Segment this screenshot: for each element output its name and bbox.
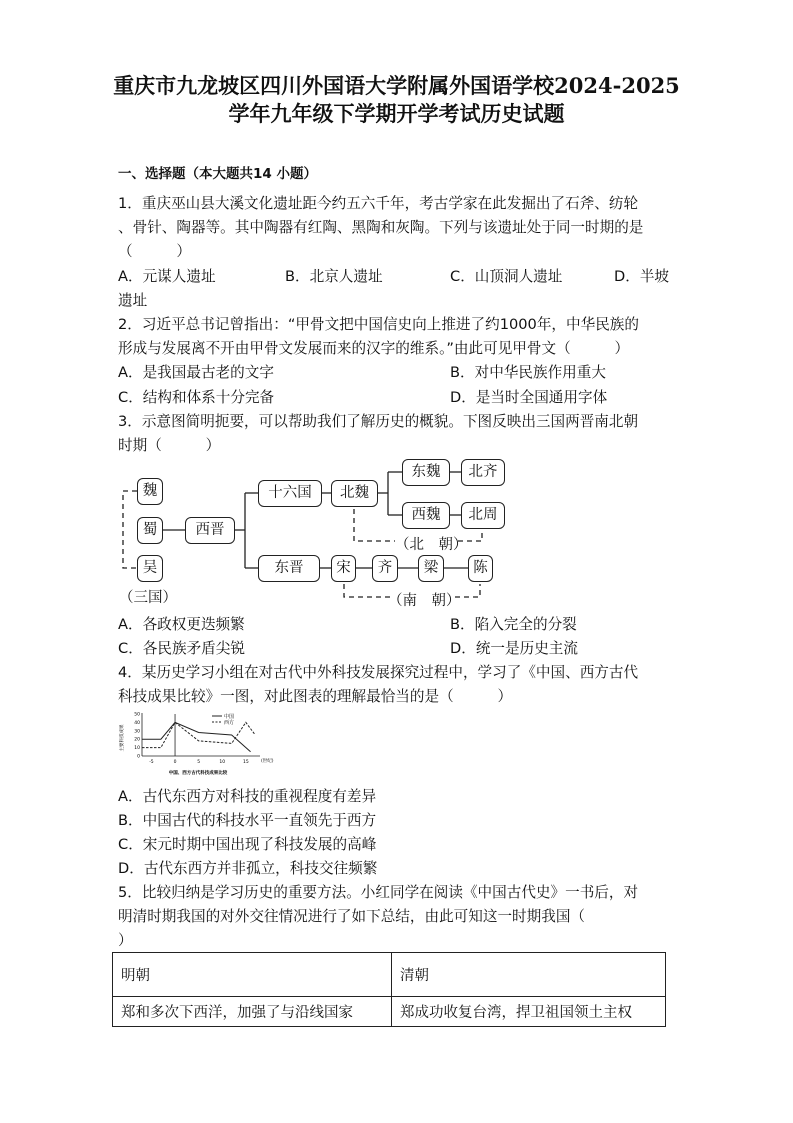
q3-stem-line-2: 时期（ ）: [118, 437, 221, 454]
x-tick-label: 15: [242, 760, 249, 765]
q4-option-a[interactable]: A．古代东西方对科技的重视程度有差异: [118, 788, 377, 805]
q3-option-a[interactable]: A．各政权更迭频繁: [118, 616, 245, 633]
q1-answer-blank: （ ）: [118, 243, 191, 260]
box-xijin: 西晋: [185, 517, 235, 544]
q5-comparison-table: [112, 952, 666, 1027]
q1-option-a[interactable]: A．元谋人遗址: [118, 268, 216, 285]
q3-option-c[interactable]: C．各民族矛盾尖锐: [118, 640, 245, 657]
box-beiqi: 北齐: [461, 459, 505, 486]
box-liang: 梁: [418, 555, 444, 582]
page-title-line-2: 学年九年级下学期开学考试历史试题: [228, 101, 565, 126]
box-wu: 吴: [137, 555, 163, 582]
q1-option-d[interactable]: D．半坡: [614, 268, 670, 285]
table-row: [113, 997, 666, 1027]
q1-stem-line-1: 1．重庆巫山县大溪文化遗址距今约五六千年，考古学家在此发掘出了石斧、纺轮: [118, 195, 639, 212]
science-comparison-chart: [118, 710, 278, 780]
q5-stem-line-1: 5．比较归纳是学习历史的重要方法。小红同学在阅读《中国古代史》一书后，对: [118, 884, 639, 901]
label-beichao: （北 朝）: [395, 537, 468, 553]
q1-option-b[interactable]: B．北京人遗址: [285, 268, 383, 285]
label-nanchao: （南 朝）: [388, 593, 461, 609]
box-chen: 陈: [468, 555, 493, 582]
page-title-line-1: 重庆市九龙坡区四川外国语大学附属外国语学校2024-2025: [113, 73, 680, 98]
q5-stem-line-3: ）: [118, 932, 133, 949]
box-song: 宋: [331, 555, 356, 582]
q2-stem-line-2: 形成与发展离不开由甲骨文发展而来的汉字的维系。”由此可见甲骨文（ ）: [118, 340, 630, 357]
chart-xlabel: (世纪): [261, 759, 274, 764]
y-tick-label: 20: [134, 737, 140, 743]
table-header-row: [113, 953, 666, 997]
q3-stem-line-1: 3．示意图简明扼要，可以帮助我们了解历史的概貌。下图反映出三国两晋南北朝: [118, 413, 639, 430]
x-tick-label: 0: [173, 760, 177, 765]
label-sanguo: （三国）: [119, 590, 177, 606]
box-dongjin: 东晋: [258, 555, 320, 582]
table-header-qing: 清朝: [392, 953, 666, 997]
y-tick-label: 0: [137, 754, 140, 760]
y-tick-label: 40: [134, 720, 140, 726]
chart-ylabel: 主要科技成果: [120, 724, 125, 752]
table-cell-ming: 郑和多次下西洋，加强了与沿线国家: [113, 997, 392, 1027]
box-shiliuguo: 十六国: [258, 480, 322, 507]
box-beizhou: 北周: [461, 502, 505, 529]
legend-label-china: 中国: [224, 714, 235, 720]
x-tick-label: 10: [219, 760, 226, 765]
q4-stem-line-1: 4．某历史学习小组在对古代中外科技发展探究过程中，学习了《中国、西方古代: [118, 664, 639, 681]
q2-option-d[interactable]: D．是当时全国通用字体: [450, 389, 608, 406]
q3-option-b[interactable]: B．陷入完全的分裂: [450, 616, 577, 633]
box-beiwei: 北魏: [331, 480, 378, 507]
section-header: 一、选择题（本大题共14 小题）: [118, 166, 317, 182]
y-tick-label: 10: [134, 746, 140, 752]
q2-option-a[interactable]: A．是我国最古老的文字: [118, 364, 274, 381]
legend-label-west: 西方: [224, 720, 235, 726]
box-qi: 齐: [372, 555, 398, 582]
sanguo-bracket: [123, 491, 137, 568]
q4-option-c[interactable]: C．宋元时期中国出现了科技发展的高峰: [118, 836, 377, 853]
q4-option-d[interactable]: D．古代东西方并非孤立，科技交往频繁: [118, 860, 378, 877]
q3-option-d[interactable]: D．统一是历史主流: [450, 640, 578, 657]
q5-stem-line-2: 明清时期我国的对外交往情况进行了如下总结，由此可知这一时期我国（: [118, 908, 586, 925]
box-shu: 蜀: [137, 517, 163, 544]
box-dongwei: 东魏: [402, 459, 450, 486]
q4-stem-line-2: 科技成果比较》一图，对此图表的理解最恰当的是（ ）: [118, 688, 513, 705]
chart-title: 中国、西方古代科技成果比较: [168, 771, 228, 776]
series-line-west: [142, 722, 255, 747]
q1-option-c[interactable]: C．山顶洞人遗址: [450, 268, 563, 285]
q2-option-b[interactable]: B．对中华民族作用重大: [450, 364, 606, 381]
y-tick-label: 50: [134, 712, 140, 718]
box-xiwei: 西魏: [402, 502, 450, 529]
table-cell-qing: 郑成功收复台湾，捍卫祖国领土主权: [392, 997, 666, 1027]
box-wei: 魏: [137, 478, 163, 505]
table-header-ming: 明朝: [113, 953, 392, 997]
q2-option-c[interactable]: C．结构和体系十分完备: [118, 389, 275, 406]
q1-stem-line-2: 、骨针、陶器等。其中陶器有红陶、黑陶和灰陶。下列与该遗址处于同一时期的是: [118, 219, 644, 236]
q1-option-d-continued: 遗址: [118, 292, 148, 309]
x-tick-label: -5: [149, 760, 154, 765]
q4-option-b[interactable]: B．中国古代的科技水平一直领先于西方: [118, 812, 377, 829]
q2-stem-line-1: 2．习近平总书记曾指出：“甲骨文把中国信史向上推进了约1000年，中华民族的: [118, 316, 639, 333]
x-tick-label: 5: [197, 760, 201, 765]
y-tick-label: 30: [134, 729, 140, 735]
